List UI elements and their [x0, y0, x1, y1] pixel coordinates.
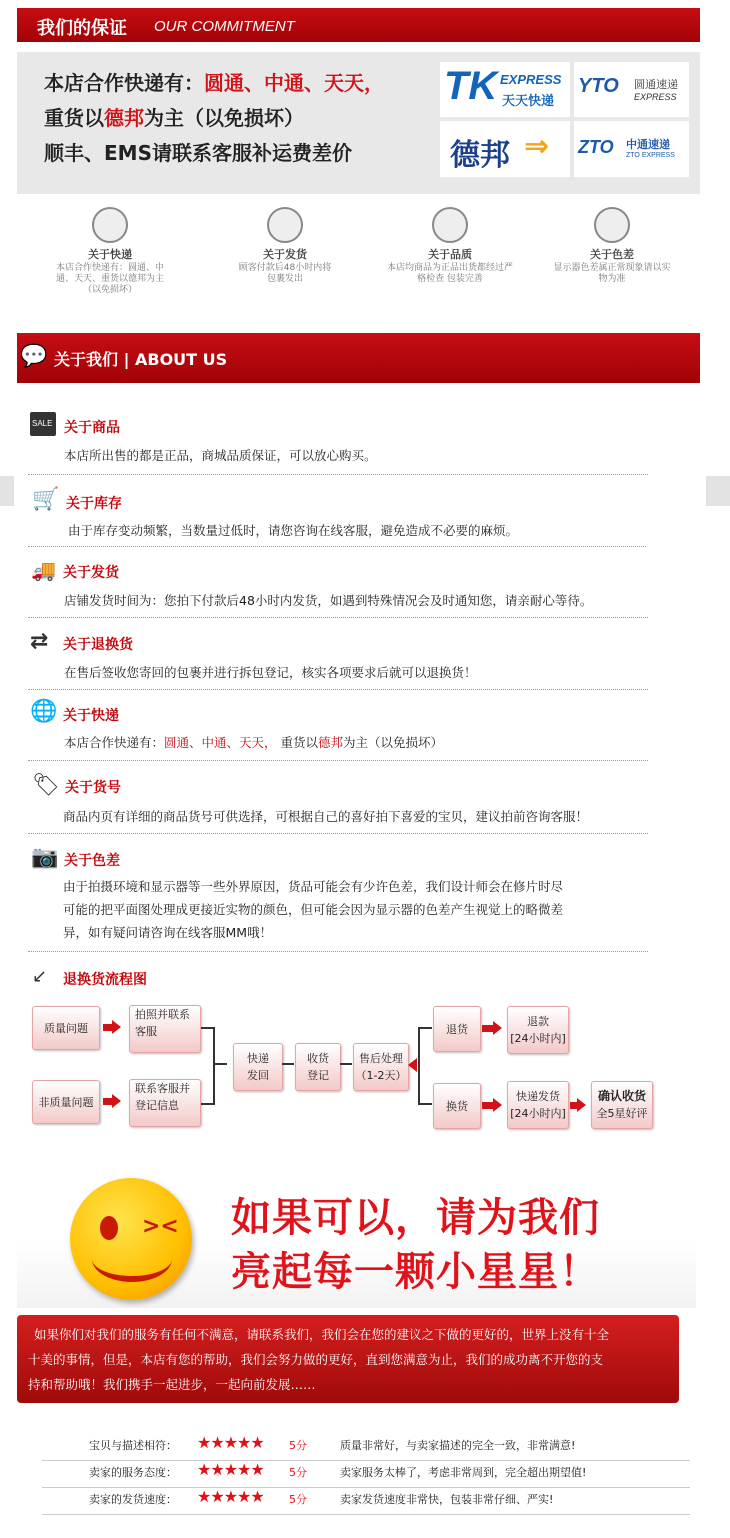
arrow-icon: [112, 1094, 121, 1108]
confirm-box: 确认收货 全5星好评: [591, 1081, 653, 1129]
about-header: [17, 333, 700, 383]
camera-icon: 📷: [31, 845, 59, 870]
commitment-line3: 顺丰、EMS请联系客服补运费差价: [44, 141, 352, 165]
diamond-icon: [432, 207, 468, 243]
deppon-arrow-icon: ⇒: [524, 129, 550, 164]
feature-quality: 关于品质 本店均商品为正品出货都经过严格检查 包装完善: [385, 205, 515, 305]
feature-shipping: 关于发货 顾客付款后48小时内将包裹发出: [225, 205, 345, 305]
tiantian-mark: TK: [444, 64, 498, 108]
divider: [28, 833, 648, 834]
rating-row: 卖家的发货速度： ★★★★★ 5分 卖家发货速度非常快，包装非常仔细、严实!: [42, 1486, 690, 1515]
globe-icon: 🌐: [30, 699, 58, 724]
return-goods-box: 退货: [433, 1006, 481, 1052]
tag-icon: 🏷: [32, 773, 60, 798]
rating-stars: ★★★★★: [197, 1433, 264, 1452]
rating-stars: ★★★★★: [197, 1460, 264, 1479]
truck-icon: 🚚: [31, 558, 56, 582]
smile-line1: 如果可以，请为我们: [231, 1195, 600, 1241]
flow-title: 退换货流程图: [63, 972, 147, 988]
smiley-icon: ><: [70, 1178, 192, 1300]
refund-box: 退款 [24小时内]: [507, 1006, 569, 1054]
feature-express: 关于快递 本店合作快递有：圆通、中通、天天、重货以德邦为主（以免损坏）: [50, 205, 170, 305]
monitor-icon: [594, 207, 630, 243]
message-box: 如果你们对我们的服务有任何不满意，请联系我们，我们会在您的建议之下做的更好的，世界上没有十全 十美的事情，但是，本店有您的帮助，我们会努力做的更好，直到您满意为止，我们的成功离不开您的支 持和帮助哦！我们携手一起进步，一起向前发展……: [17, 1315, 679, 1403]
edit-icon: ↙: [32, 966, 48, 987]
exchange-goods-box: 换货: [433, 1083, 481, 1129]
commitment-line2: 重货以德邦为主（以免损坏）: [44, 106, 304, 130]
commitment-panel: [17, 52, 700, 194]
express-line: 本店合作快递有：圆通、中通、天天， 重货以德邦为主（以免损坏）: [64, 735, 444, 750]
arrow-icon: [493, 1098, 502, 1112]
rating-stars: ★★★★★: [197, 1487, 264, 1506]
cart-icon: 🛒: [32, 487, 60, 512]
right-scroll-tab[interactable]: [706, 476, 730, 506]
bracket-right: [418, 1027, 432, 1105]
aftersale-box: 售后处理 （1-2天）: [353, 1043, 409, 1091]
receive-register-box: 收货 登记: [295, 1043, 341, 1091]
tiantian-logo: TK EXPRESS 天天快递: [440, 62, 570, 117]
divider: [28, 951, 648, 952]
express-ship-box: 快递发货 [24小时内]: [507, 1081, 569, 1129]
rating-row: 卖家的服务态度： ★★★★★ 5分 卖家服务太棒了，考虑非常周到，完全超出期望值!: [42, 1459, 690, 1488]
divider: [28, 546, 646, 547]
photo-contact-box: 拍照并联系 客服: [129, 1005, 201, 1053]
divider: [28, 617, 648, 618]
commitment-title-cn: 我们的保证: [37, 18, 127, 39]
deppon-logo: 德邦 ⇒: [440, 121, 570, 177]
divider: [28, 689, 648, 690]
chat-bubble-icon: 💬: [20, 344, 48, 369]
exchange-icon: ⇄: [30, 629, 49, 654]
arrow-icon: [408, 1058, 417, 1072]
about-title: 关于我们 | ABOUT US: [54, 350, 228, 369]
ship-back-box: 快递 发回: [233, 1043, 283, 1091]
divider: [28, 474, 648, 475]
smile-line2: 亮起每一颗小星星！: [231, 1249, 600, 1295]
arrow-icon: [577, 1098, 586, 1112]
commitment-title-en: OUR COMMITMENT: [154, 18, 295, 35]
zto-logo: ZTO 中通速递 ZTO EXPRESS: [574, 121, 689, 177]
non-quality-issue-box: 非质量问题: [32, 1080, 100, 1124]
feature-color: 关于色差 显示器色差属正常现象请以实物为准: [552, 205, 672, 305]
contact-register-box: 联系客服并 登记信息: [129, 1079, 201, 1127]
bracket-left: [201, 1027, 215, 1105]
clock-icon: [267, 207, 303, 243]
left-scroll-tab[interactable]: [0, 476, 14, 506]
delivery-icon: [92, 207, 128, 243]
quality-issue-box: 质量问题: [32, 1006, 100, 1050]
arrow-icon: [112, 1020, 121, 1034]
commitment-header: [17, 8, 700, 42]
arrow-icon: [493, 1021, 502, 1035]
rating-row: 宝贝与描述相符： ★★★★★ 5分 质量非常好，与卖家描述的完全一致，非常满意!: [42, 1432, 690, 1461]
commitment-line1: 本店合作快递有：圆通、中通、天天，: [44, 71, 384, 95]
yto-logo: YTO 圆通速递 EXPRESS: [574, 62, 689, 117]
sale-tag-icon: SALE: [30, 412, 56, 436]
divider: [28, 760, 648, 761]
express-partners-red: 圆通、中通、天天，: [204, 71, 384, 95]
